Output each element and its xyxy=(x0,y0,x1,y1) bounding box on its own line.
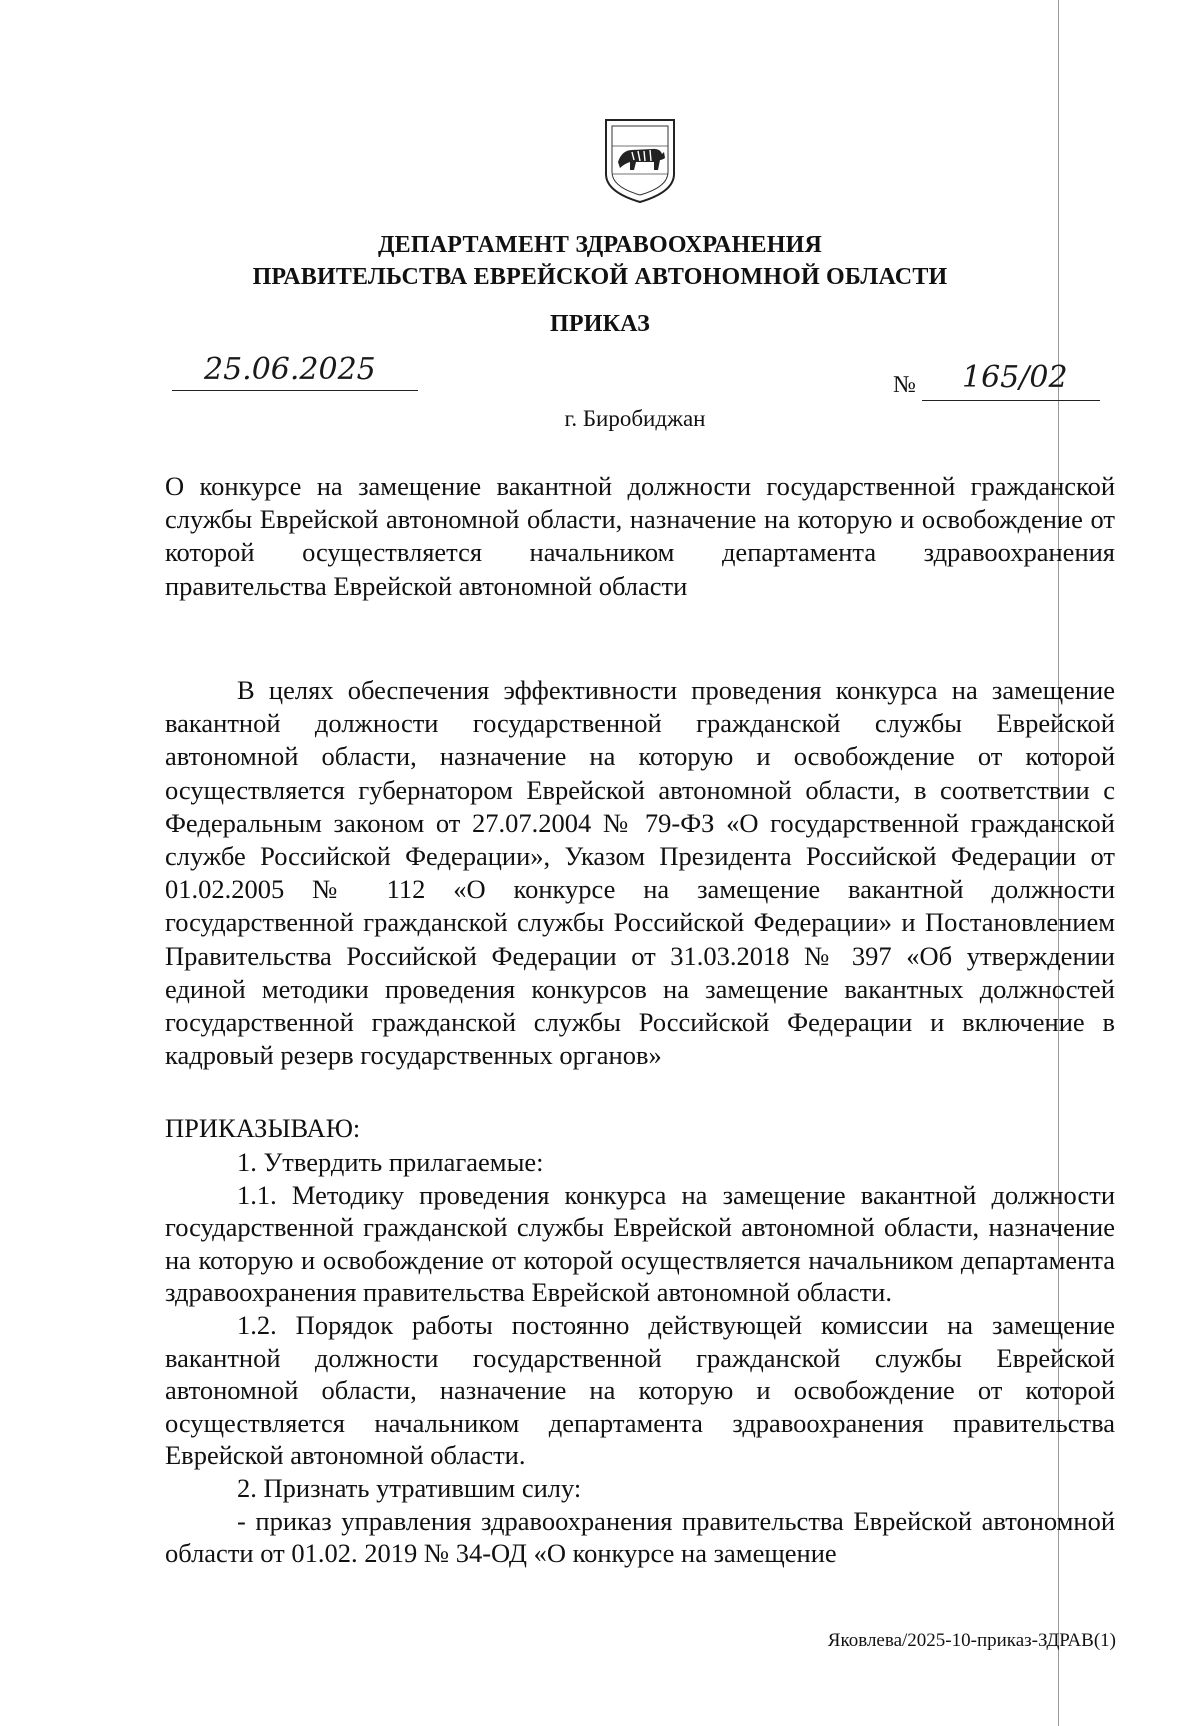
handwritten-number: 165/02 xyxy=(962,360,1068,395)
document-footer-code: Яковлева/2025-10-приказ-ЗДРАВ(1) xyxy=(827,1630,1116,1651)
list-item: 1.1. Методику проведения конкурса на замещение вакантной должности государственной гражданской службы Еврейской автономной области, назначение на которую и освобождение от которой осуществляется начальником департамента здравоохранения правительства Еврейской автономной области. xyxy=(165,1179,1115,1308)
preamble-paragraph: В целях обеспечения эффективности проведения конкурса на замещение вакантной должности государственной гражданской службы Еврейской автономной области, назначение на которую и освобождение от которой осуществляется губернатором Еврейской автономной области, в соответствии с Федеральным законом от 27.07.2004 № 79-ФЗ «О государственной гражданской службе Российской Федерации», Указом Президента Российской Федерации от 01.02.2005 № 112 «О конкурсе на замещение вакантной должности государственной гражданской службы Российской Федерации» и Постановлением Правительства Российской Федерации от 31.03.2018 № 397 «Об утверждении единой методики проведения конкурсов на замещение вакантных должностей государственной гражданской службы Российской Федерации и включение в кадровый резерв государственных органов» xyxy=(165,675,1115,1071)
order-directive-word: ПРИКАЗЫВАЮ: xyxy=(165,1113,361,1143)
document-type-title: ПРИКАЗ xyxy=(549,311,650,337)
order-subject: О конкурсе на замещение вакантной должности государственной гражданской службы Еврейской автономной области, назначение на которую и освобождение от которой осуществляется начальником департамента здравоохранения правительства Еврейской автономной области xyxy=(165,471,1115,601)
coat-of-arms-tiger-icon xyxy=(602,116,678,206)
department-name-line2: ПРАВИТЕЛЬСТВА ЕВРЕЙСКОЙ АВТОНОМНОЙ ОБЛАСТИ xyxy=(252,264,948,290)
list-item: 1.2. Порядок работы постоянно действующей комиссии на замещение вакантной должности государственной гражданской службы Еврейской автономной области, назначение на которую и освобождение от которой осуществляется начальником департамента здравоохранения правительства Еврейской автономной области. xyxy=(165,1309,1115,1471)
order-date-field xyxy=(172,350,418,391)
list-item: 1. Утвердить прилагаемые: xyxy=(237,1147,544,1177)
city-name: г. Биробиджан xyxy=(564,406,706,431)
department-name-line1: ДЕПАРТАМЕНТ ЗДРАВООХРАНЕНИЯ xyxy=(377,232,823,258)
handwritten-date: 25.06.2025 xyxy=(204,352,376,387)
order-items-list xyxy=(165,1146,1115,1570)
order-number-field xyxy=(922,360,1100,401)
list-item: - приказ управления здравоохранения правительства Еврейской автономной области от 01.02. 2019 № 34-ОД «О конкурсе на замещение xyxy=(165,1505,1115,1569)
list-item: 2. Признать утратившим силу: xyxy=(237,1472,582,1503)
order-number-label: № xyxy=(893,372,916,398)
